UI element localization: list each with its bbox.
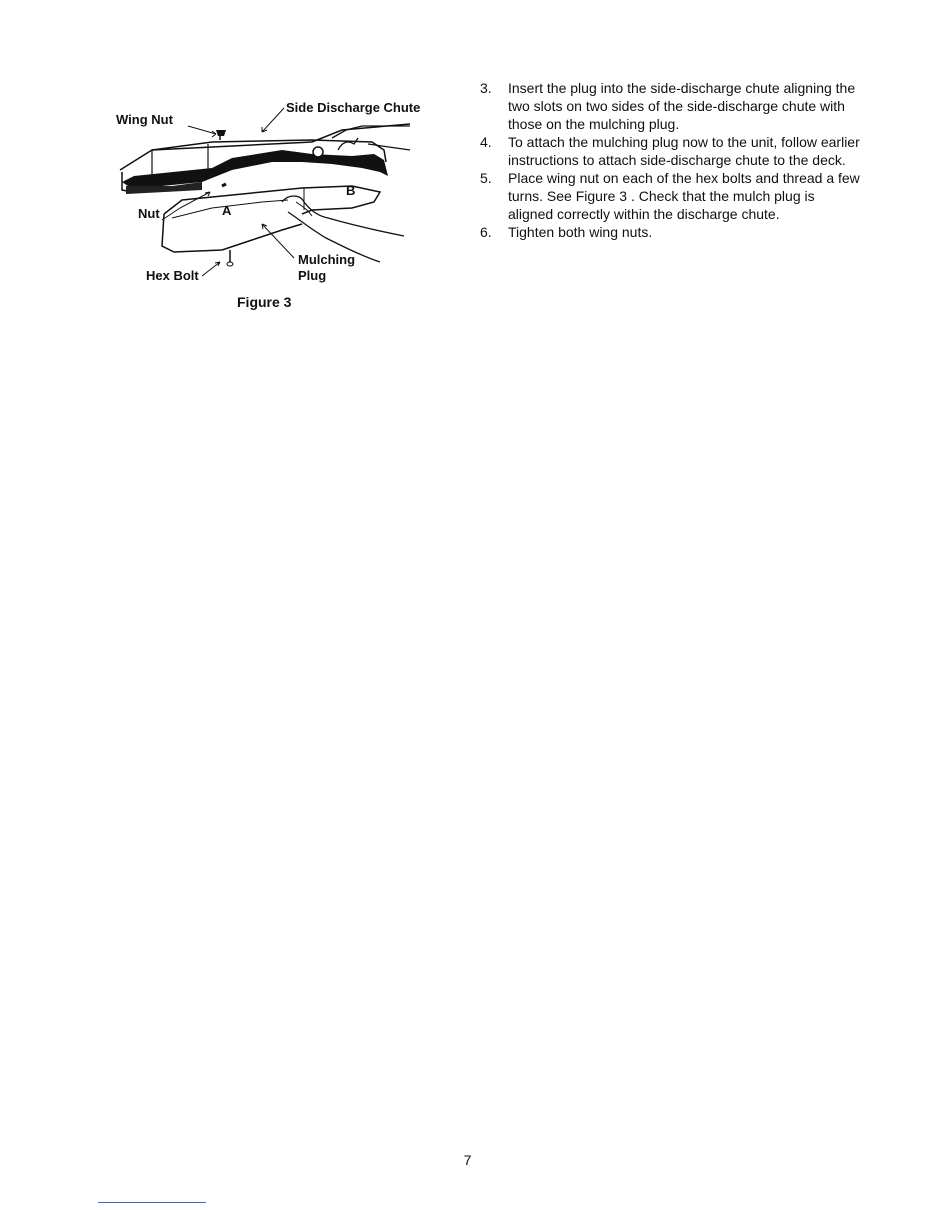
footer-rule: [98, 1202, 206, 1203]
step-number: 5.: [480, 170, 492, 186]
label-side-discharge-chute: Side Discharge Chute: [286, 100, 421, 115]
step-number: 4.: [480, 134, 492, 150]
step-text: Insert the plug into the side-discharge chute aligning the two slots on two sides of the side-discharge chute with those on the mulching plug.: [508, 80, 856, 132]
instruction-steps: [480, 79, 860, 241]
step-text: Tighten both wing nuts.: [508, 224, 653, 240]
step-item: [480, 223, 860, 241]
label-a: A: [222, 203, 232, 218]
label-hex-bolt: Hex Bolt: [146, 268, 199, 283]
label-wing-nut: Wing Nut: [116, 112, 173, 127]
label-plug: Plug: [298, 268, 327, 283]
step-number: 3.: [480, 80, 492, 96]
figure-3: [112, 90, 442, 320]
page-number: 7: [463, 1152, 472, 1168]
step-item: [480, 79, 860, 133]
step-item: [480, 133, 860, 169]
step-item: [480, 169, 860, 223]
figure-caption: Figure 3: [237, 294, 292, 310]
label-nut: Nut: [138, 206, 160, 221]
step-number: 6.: [480, 224, 492, 240]
step-text: Place wing nut on each of the hex bolts and thread a few turns. See Figure 3 . Check that the mulch plug is aligned correctly within the discharge chute.: [508, 170, 860, 222]
label-b: B: [346, 183, 356, 198]
label-mulching: Mulching: [298, 252, 356, 267]
step-text: To attach the mulching plug now to the unit, follow earlier instructions to attach side-discharge chute to the deck.: [508, 134, 860, 168]
